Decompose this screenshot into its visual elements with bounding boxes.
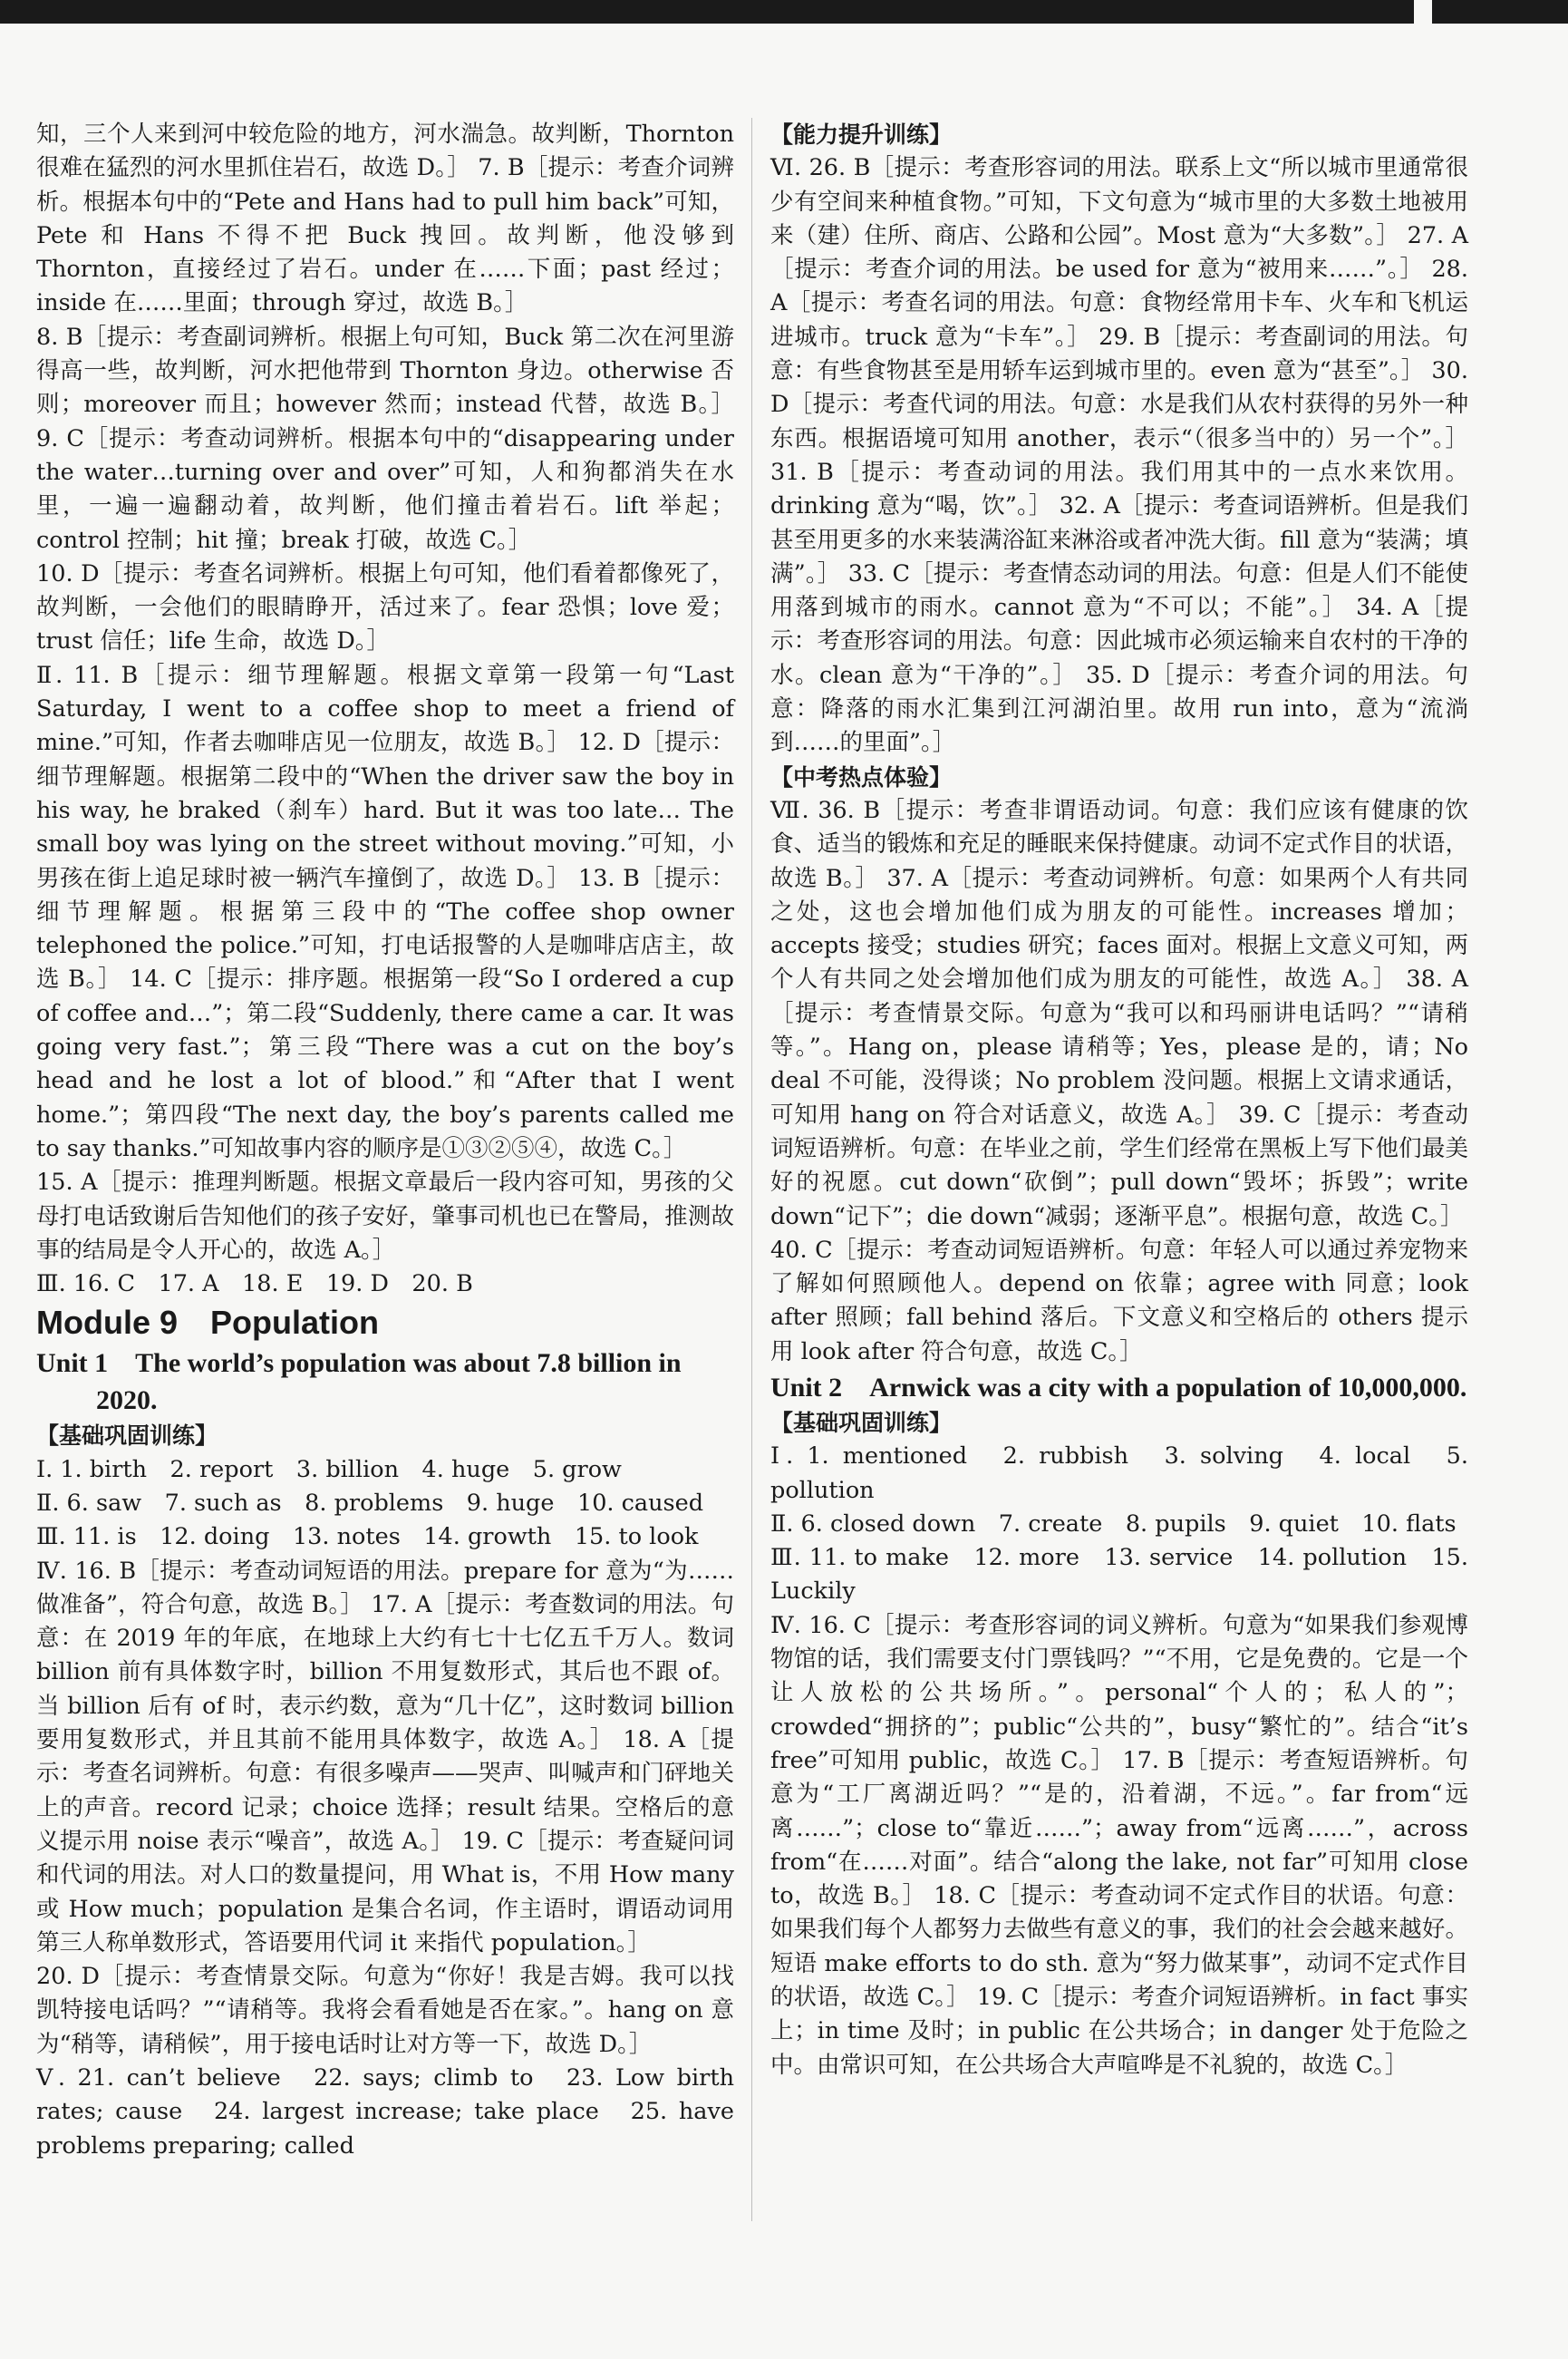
answer-line: Ⅱ. 6. saw 7. such as 8. problems 9. huge 10. caused xyxy=(36,1489,704,1517)
section-label: 【基础巩固训练】 xyxy=(36,1422,218,1450)
section-label: 【能力提升训练】 xyxy=(770,121,953,148)
section-label: 【基础巩固训练】 xyxy=(770,1409,953,1436)
section-label: 【中考热点体验】 xyxy=(770,763,953,791)
answer-line: Ⅲ. 16. C 17. A 18. E 19. D 20. B xyxy=(36,1270,473,1298)
answer-paragraph: 20. D［提示：考查情景交际。句意为“你好！我是吉姆。我可以找凯特接电话吗？”“请稍等。我将会看看她是否在家。”。hang on 意为“稍等，请稍候”，用于接电话时让对方等一下，故选 D。］ xyxy=(36,1963,734,2058)
answer-paragraph: Ⅵ. 26. B［提示：考查形容词的用法。联系上文“所以城市里通常很少有空间来种植食物。”可知，下文句意为“城市里的大多数土地被用来（建）住所、商店、公路和公园”。Most 意为“大多数”。］ 27. A［提示：考查介词的用法。be used for 意为“被用来……”。］ 28. A［提示：考查名词的用法。句意：食物经常用卡车、火车和飞机运进城市。truck 意为“卡车”。］ 29. B［提示：考查副词的用法。句意：有些食物甚至是用轿车运到城市里的。even 意为“甚至”。］ 30. D［提示：考查代词的用法。句意：水是我们从农村获得的另外一种东西。根据语境可知用 another，表示“（很多当中的）另一个”。］ 31. B［提示：考查动词的用法。我们用其中的一点水来饮用。drinking 意为“喝，饮”。］ 32. A［提示：考查词语辨析。但是我们甚至用更多的水来装满浴缸来淋浴或者冲洗大街。fill 意为“装满；填满”。］ 33. C［提示：考查情态动词的用法。句意：但是人们不能使用落到城市的雨水。cannot 意为“不可以；不能”。］ 34. A［提示：考查形容词的用法。句意：因此城市必须运输来自农村的干净的水。clean 意为“干净的”。］ 35. D［提示：考查介词的用法。句意：降落的雨水汇集到江河湖泊里。故用 run into，意为“流淌到……的里面”。］ xyxy=(770,154,1476,757)
answer-paragraph: Ⅳ. 16. C［提示：考查形容词的词义辨析。句意为“如果我们参观博物馆的话，我们需要支付门票钱吗？”“不用，它是免费的。它是一个让人放松的公共场所。”。personal“个人的；私人的”；crowded“拥挤的”；public“公共的”，busy“繁忙的”。结合“it’s free”可知用 public，故选 C。］ 17. B［提示：考查短语辨析。句意为“工厂离湖近吗？”“是的，沿着湖，不远。”。far from“远离……”；close to“靠近……”；away from“远离……”，across from“在……对面”。结合“along the lake, not far”可知用 close to，故选 B。］ 18. C［提示：考查动词不定式作目的状语。句意：如果我们每个人都努力去做些有意义的事，我们的社会会越来越好。短语 make efforts to do sth. 意为“努力做某事”，动词不定式作目的状语，故选 C。］ 19. C［提示：考查介词短语辨析。in fact 事实上；in time 及时；in public 在公共场合；in danger 处于危险之中。由常识可知，在公共场合大声喧哗是不礼貌的，故选 C。］ xyxy=(770,1611,1476,2079)
answer-paragraph: Ⅶ. 36. B［提示：考查非谓语动词。句意：我们应该有健康的饮食、适当的锻炼和充足的睡眠来保持健康。动词不定式作目的状语，故选 B。］ 37. A［提示：考查动词辨析。句意：如果两个人有共同之处，这也会增加他们成为朋友的可能性。increases 增加；accepts 接受；studies 研究；faces 面对。根据上文意义可知，两个人有共同之处会增加他们成为朋友的可能性，故选 A。］ 38. A［提示：考查情景交际。句意为“我可以和玛丽讲电话吗？”“请稍等。”。Hang on，please 请稍等；Yes，please 是的，请；No deal 不可能，没得谈；No problem 没问题。根据上文请求通话，可知用 hang on 符合对话意义，故选 A。］ 39. C［提示：考查动词短语辨析。句意：在毕业之前，学生们经常在黑板上写下他们最美好的祝愿。cut down“砍倒”；pull down“毁坏；拆毁”；write down“记下”；die down“减弱；逐渐平息”。根据句意，故选 C。］ xyxy=(770,796,1476,1230)
answer-line: Ⅰ. 1. birth 2. report 3. billion 4. huge 5. grow xyxy=(36,1455,622,1483)
answer-paragraph: Ⅱ. 11. B［提示：细节理解题。根据文章第一段第一句“Last Saturday, I went to a coffee shop to meet a friend of mine.”可知，作者去咖啡店见一位朋友，故选 B。］ 12. D［提示：细节理解题。根据第二段中的“When the driver saw the boy in his way, he braked（刹车）hard. But it was too late… The small boy was lying on the street without moving.”可知，小男孩在街上追足球时被一辆汽车撞倒了，故选 D。］ 13. B［提示：细节理解题。根据第三段中的“The coffee shop owner telephoned the police.”可知，打电话报警的人是咖啡店店主，故选 B。］ 14. C［提示：排序题。根据第一段“So I ordered a cup of coffee and…”；第二段“Suddenly, there came a car. It was going very fast.”；第三段“There was a cut on the boy’s head and he lost a lot of blood.”和“After that I went home.”；第四段“The next day, the boy’s parents called me to say thanks.”可知故事内容的顺序是①③②⑤④，故选 C。］ xyxy=(36,661,742,1162)
answer-line: Ⅱ. 6. closed down 7. create 8. pupils 9. quiet 10. flats xyxy=(770,1510,1457,1538)
unit-title: Unit 1 The world’s population was about 7.8 billion in 2020. xyxy=(36,1348,682,1416)
top-rule xyxy=(0,0,1414,24)
answer-paragraph: 8. B［提示：考查副词辨析。根据上句可知，Buck 第二次在河里游得高一些，故判断，河水把他带到 Thornton 身边。otherwise 否则；moreover 而且；however 然而；instead 代替，故选 B。］ 9. C［提示：考查动词辨析。根据本句中的“disappearing under the water…turning over and over”可知，人和狗都消失在水里，一遍一遍翻动着，故判断，他们撞击着岩石。lift 举起；control 控制；hit 撞；break 打破，故选 C。］ xyxy=(36,323,742,554)
answer-line: Ⅲ. 11. is 12. doing 13. notes 14. growth 15. to look xyxy=(36,1523,699,1551)
column-divider xyxy=(751,118,752,2221)
answer-paragraph: Ⅳ. 16. B［提示：考查动词短语的用法。prepare for 意为“为……做准备”，符合句意，故选 B。］ 17. A［提示：考查数词的用法。句意：在 2019 年的年底，在地球上大约有七十七亿五千万人。数词 billion 前有具体数字时，billion 不用复数形式，其后也不跟 of。当 billion 后有 of 时，表示约数，意为“几十亿”，这时数词 billion 要用复数形式，并且其前不能用具体数字，故选 A。］ 18. A［提示：考查名词辨析。句意：有很多噪声——哭声、叫喊声和门砰地关上的声音。record 记录；choice 选择；result 结果。空格后的意义提示用 noise 表示“噪音”，故选 A。］ 19. C［提示：考查疑问词和代词的用法。对人口的数量提问，用 What is，不用 How many 或 How much；population 是集合名词，作主语时，谓语动词用第三人称单数形式，答语要用代词 it 来指代 population。］ xyxy=(36,1557,742,1956)
answer-paragraph: 15. A［提示：推理判断题。根据文章最后一段内容可知，男孩的父母打电话致谢后告知他们的孩子安好，肇事司机也已在警局，推测故事的结局是令人开心的，故选 A。］ xyxy=(36,1169,734,1264)
answer-paragraph: Ⅴ. 21. can’t believe 22. says; climb to 23. Low birth rates; cause 24. largest increase; take place 25. have problems preparing; called xyxy=(36,2064,742,2160)
answer-line: Ⅰ. 1. mentioned 2. rubbish 3. solving 4. local 5. pollution xyxy=(770,1442,1476,1504)
unit-title: Unit 2 Arnwick was a city with a population of 10,000,000. xyxy=(770,1372,1467,1403)
top-rule-end xyxy=(1432,0,1568,24)
answer-paragraph: 40. C［提示：考查动词短语辨析。句意：年轻人可以通过养宠物来了解如何照顾他人。depend on 依靠；agree with 同意；look after 照顾；fall behind 落后。下文意义和空格后的 others 提示用 look after 符合句意，故选 C。］ xyxy=(770,1236,1476,1365)
right-column xyxy=(770,118,1476,2082)
answer-line: Ⅲ. 11. to make 12. more 13. service 14. pollution 15. Luckily xyxy=(770,1544,1476,1606)
module-title: Module 9 Population xyxy=(36,1304,379,1342)
answer-paragraph: 10. D［提示：考查名词辨析。根据上句可知，他们看着都像死了，故判断，一会他们的眼睛睁开，活过来了。fear 恐惧；love 爱；trust 信任；life 生命，故选 D。］ xyxy=(36,559,734,655)
left-column xyxy=(36,118,742,2163)
answer-paragraph: 知，三个人来到河中较危险的地方，河水湍急。故判断，Thornton 很难在猛烈的河水里抓住岩石，故选 D。］ 7. B［提示：考查介词辨析。根据本句中的“Pete and Hans had to pull him back”可知，Pete 和 Hans 不得不把 Buck 拽回。故判断，他没够到 Thornton，直接经过了岩石。under 在……下面；past 经过；inside 在……里面；through 穿过，故选 B。］ xyxy=(36,121,742,317)
